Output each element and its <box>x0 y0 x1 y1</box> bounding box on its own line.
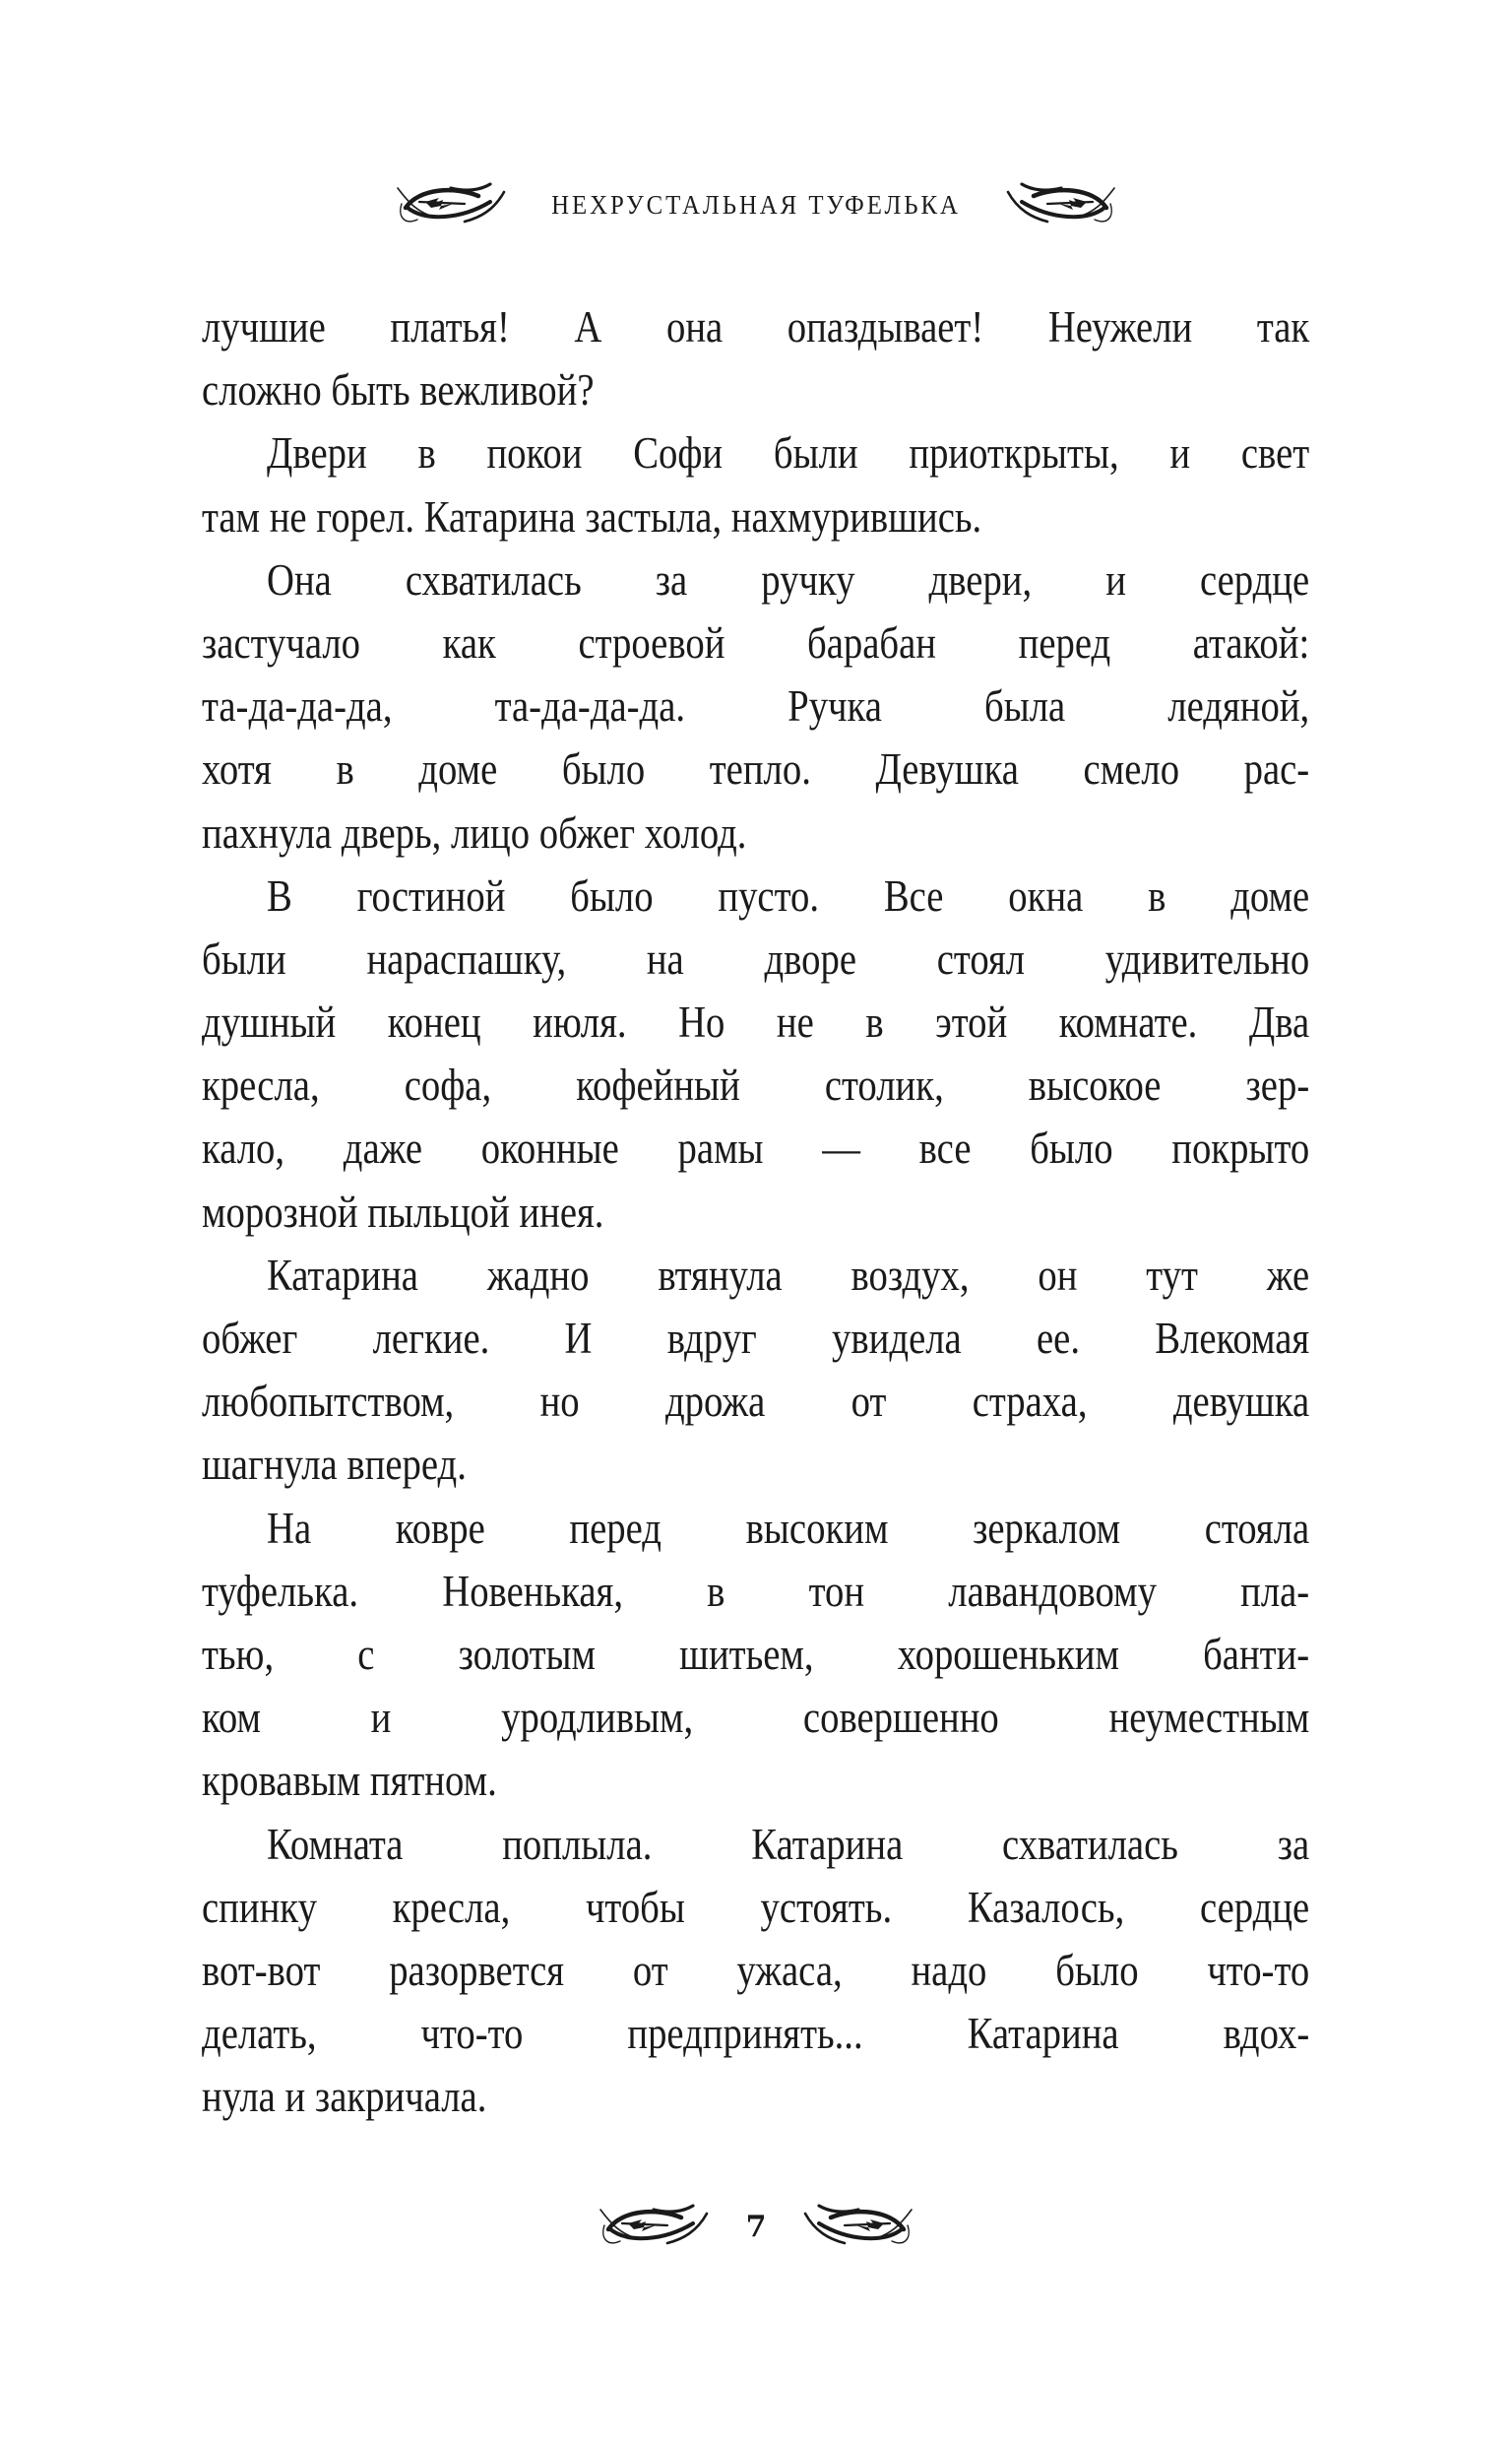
text-line <box>202 738 1309 801</box>
text-line-content: ком и уродливым, совершенно неуместным <box>202 1693 1310 1743</box>
text-line <box>202 2002 1309 2065</box>
text-line <box>202 2065 1309 2128</box>
text-line-content: Она схватилась за ручку двери, и сердце <box>267 554 1310 605</box>
page-number: 7 <box>745 2209 767 2244</box>
text-line-content: В гостиной было пусто. Все окна в доме <box>267 870 1310 921</box>
text-line-content: обжег легкие. И вдруг увидела ее. Влекомая <box>202 1314 1310 1363</box>
text-line-content: Катарина жадно втянула воздух, он тут же <box>267 1250 1310 1300</box>
text-line <box>202 1560 1309 1623</box>
text-line <box>202 802 1309 865</box>
text-line <box>202 421 1309 484</box>
text-line-content: Двери в покои Софи были приоткрыты, и свет <box>267 428 1310 479</box>
text-line-content: застучало как строевой барабан перед атакой: <box>202 617 1310 668</box>
text-line <box>202 1623 1309 1686</box>
text-line-content: нула и закричала. <box>202 2072 487 2122</box>
text-line-content: хотя в доме было тепло. Девушка смело рас- <box>202 744 1310 795</box>
text-line <box>202 1433 1309 1496</box>
text-line <box>202 1181 1309 1244</box>
text-line <box>202 1370 1309 1433</box>
flourish-ornament-icon <box>1006 182 1116 227</box>
text-line <box>202 611 1309 675</box>
text-line <box>202 1497 1309 1560</box>
text-line-content: любопытством, но дрожа от страха, девушка <box>202 1377 1310 1427</box>
text-line-content: спинку кресла, чтобы устоять. Казалось, сердце <box>202 1882 1310 1932</box>
text-line-content: та-да-да-да, та-да-да-да. Ручка была ледяной, <box>202 681 1310 732</box>
flourish-ornament-icon <box>598 2204 709 2249</box>
text-line <box>202 1749 1309 1812</box>
text-line <box>202 1117 1309 1180</box>
text-line <box>202 1813 1309 1876</box>
text-line-content: пахнула дверь, лицо обжег холод. <box>202 807 747 858</box>
text-line <box>202 358 1309 421</box>
text-line-content: лучшие платья! А она опаздывает! Неужели так <box>202 302 1310 352</box>
text-line-content: Комната поплыла. Катарина схватилась за <box>267 1819 1310 1869</box>
text-line-content: туфелька. Новенькая, в тон лавандовому пла- <box>202 1566 1310 1616</box>
flourish-ornament-icon <box>396 182 506 227</box>
text-line-content: кало, даже оконные рамы — все было покрыто <box>202 1124 1310 1174</box>
text-line-content: На ковре перед высоким зеркалом стояла <box>267 1503 1310 1553</box>
running-title: НЕХРУСТАЛЬНАЯ ТУФЕЛЬКА <box>551 189 961 220</box>
text-line <box>202 1307 1309 1370</box>
text-line <box>202 1686 1309 1749</box>
text-line-content: были нараспашку, на дворе стоял удивительно <box>202 933 1310 984</box>
text-line <box>202 1876 1309 1939</box>
page-footer <box>0 2202 1512 2251</box>
text-line-content: душный конец июля. Но не в этой комнате. Два <box>202 997 1310 1048</box>
text-line <box>202 548 1309 611</box>
text-line <box>202 1054 1309 1117</box>
text-line-content: морозной пыльцой инея. <box>202 1187 604 1237</box>
text-line <box>202 991 1309 1054</box>
flourish-ornament-icon <box>803 2204 914 2249</box>
text-line <box>202 295 1309 358</box>
body-text <box>202 295 1309 2128</box>
text-line <box>202 485 1309 548</box>
text-line <box>202 865 1309 928</box>
text-line-content: тью, с золотым шитьем, хорошеньким банти- <box>202 1629 1310 1679</box>
text-line-content: кровавым пятном. <box>202 1756 497 1806</box>
running-header <box>0 173 1512 236</box>
text-line <box>202 1244 1309 1307</box>
text-line-content: кресла, софа, кофейный столик, высокое зер- <box>202 1061 1310 1111</box>
text-line <box>202 1939 1309 2002</box>
text-line <box>202 675 1309 738</box>
text-line-content: шагнула вперед. <box>202 1440 467 1490</box>
text-line-content: вот-вот разорвется от ужаса, надо было что-то <box>202 1945 1310 1995</box>
text-line-content: там не горел. Катарина застыла, нахмурившись. <box>202 491 982 542</box>
text-line-content: делать, что-то предпринять... Катарина вдох- <box>202 2009 1310 2059</box>
text-line-content: сложно быть вежливой? <box>202 365 595 416</box>
text-line <box>202 928 1309 991</box>
